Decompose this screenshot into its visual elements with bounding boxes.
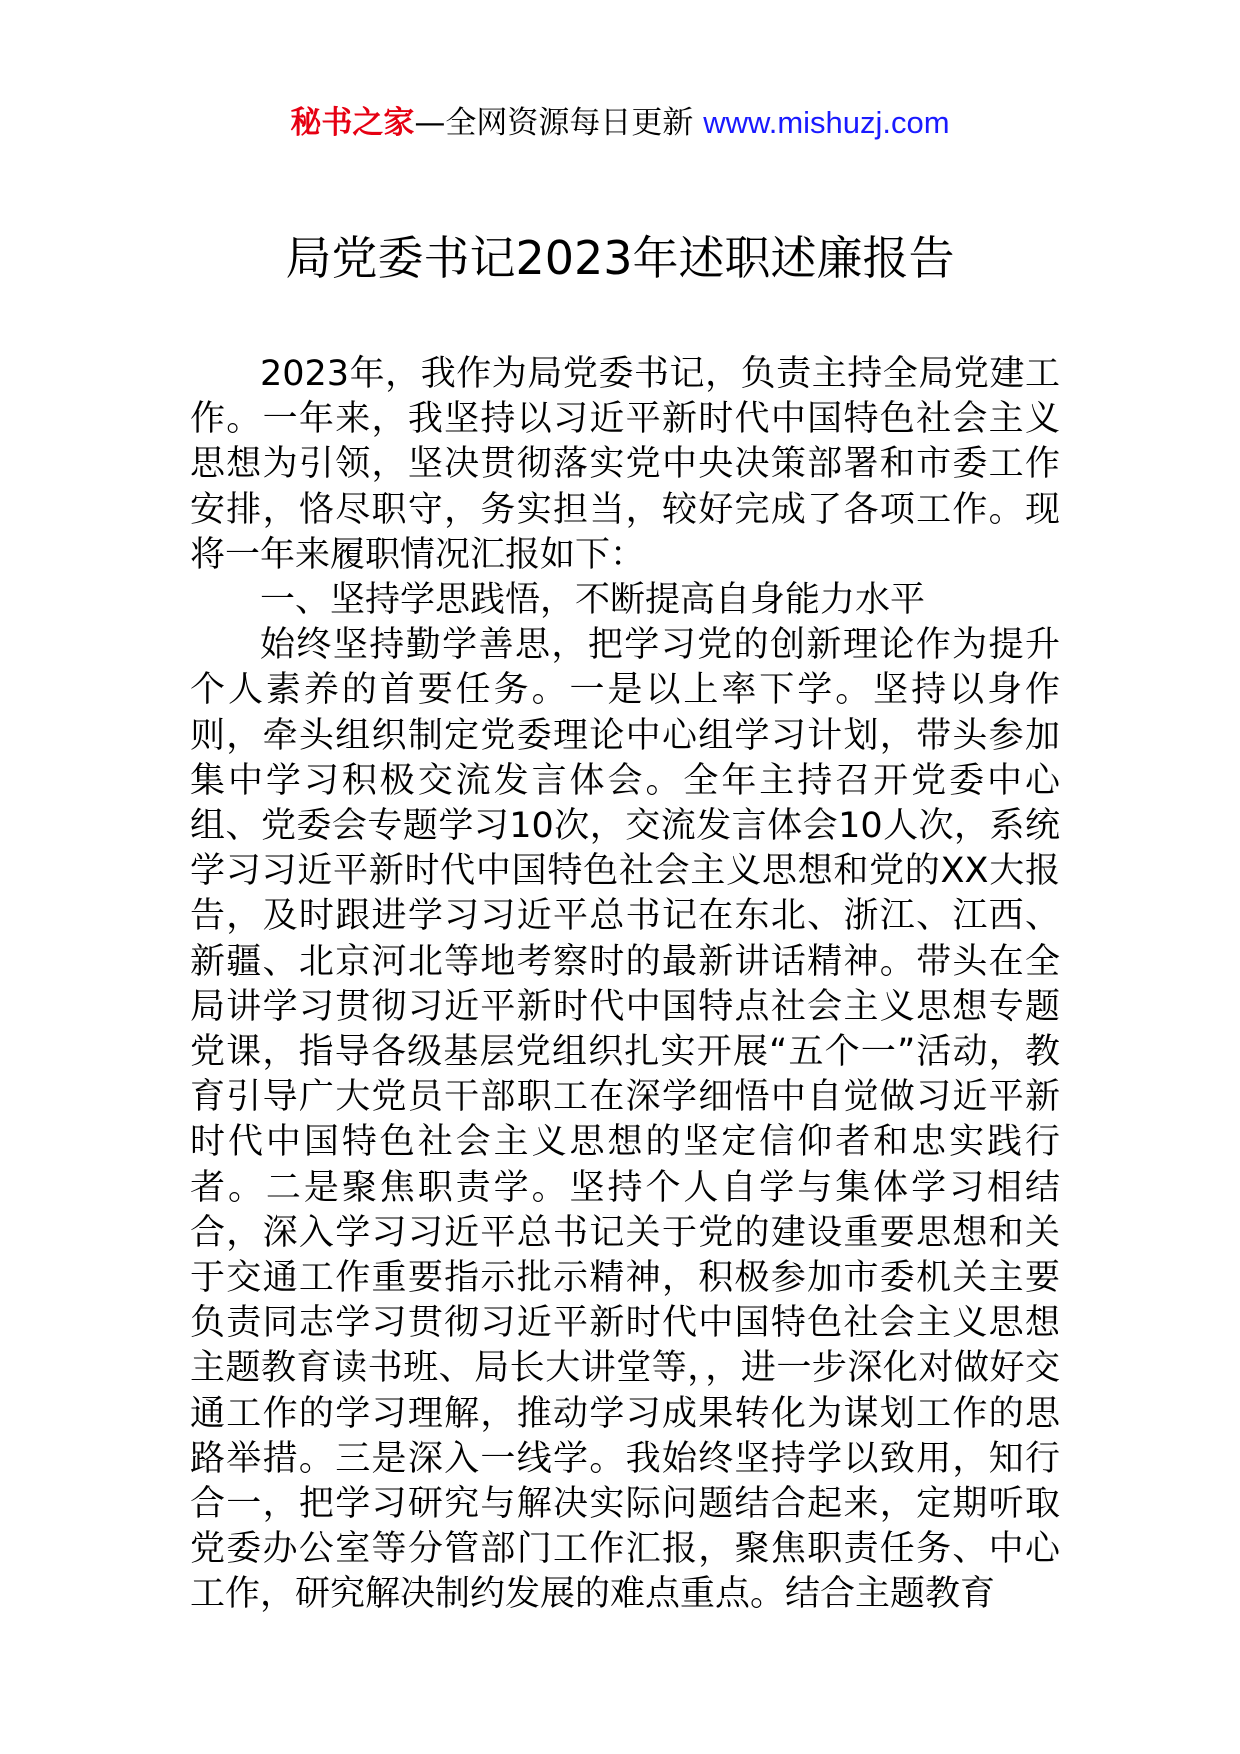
page-header: [0, 98, 1240, 148]
brand-name: 秘书之家: [290, 105, 415, 141]
section-heading: 一、坚持学思践悟，不断提高自身能力水平: [260, 580, 926, 621]
intro-paragraph: 2023年，我作为局党委书记，负责主持全局党建工作。一年来，我坚持以习近平新时代中国特色社会主义思想为引领，坚决贯彻落实党中央决策部署和市委工作安排，恪尽职守，务实担当，较好完成了各项工作。现将一年来履职情况汇报如下：: [190, 354, 1060, 575]
header-tagline: —全网资源每日更新: [414, 105, 704, 141]
document-body: [190, 352, 1060, 1618]
site-url-link[interactable]: www.mishuzj.com: [703, 105, 950, 140]
document-title: 局党委书记2023年述职述廉报告: [285, 231, 955, 285]
body-paragraph: 始终坚持勤学善思，把学习党的创新理论作为提升个人素养的首要任务。一是以上率下学。坚持以身作则，牵头组织制定党委理论中心组学习计划，带头参加集中学习积极交流发言体会。全年主持召开党委中心组、党委会专题学习10次，交流发言体会10人次，系统学习习近平新时代中国特色社会主义思想和党的XX大报告，及时跟进学习习近平总书记在东北、浙江、江西、新疆、北京河北等地考察时的最新讲话精神。带头在全局讲学习贯彻习近平新时代中国特点社会主义思想专题党课，指导各级基层党组织扎实开展“五个一”活动，教育引导广大党员干部职工在深学细悟中自觉做习近平新时代中国特色社会主义思想的坚定信仰者和忠实践行者。二是聚焦职责学。坚持个人自学与集体学习相结合，深入学习习近平总书记关于党的建设重要思想和关于交通工作重要指示批示精神，积极参加市委机关主要负责同志学习贯彻习近平新时代中国特色社会主义思想主题教育读书班、局长大讲堂等，，进一步深化对做好交通工作的学习理解，推动学习成果转化为谋划工作的思路举措。三是深入一线学。我始终坚持学以致用，知行合一，把学习研究与解决实际问题结合起来，定期听取党委办公室等分管部门工作汇报，聚焦职责任务、中心工作，研究解决制约发展的难点重点。结合主题教育: [190, 625, 1060, 1615]
